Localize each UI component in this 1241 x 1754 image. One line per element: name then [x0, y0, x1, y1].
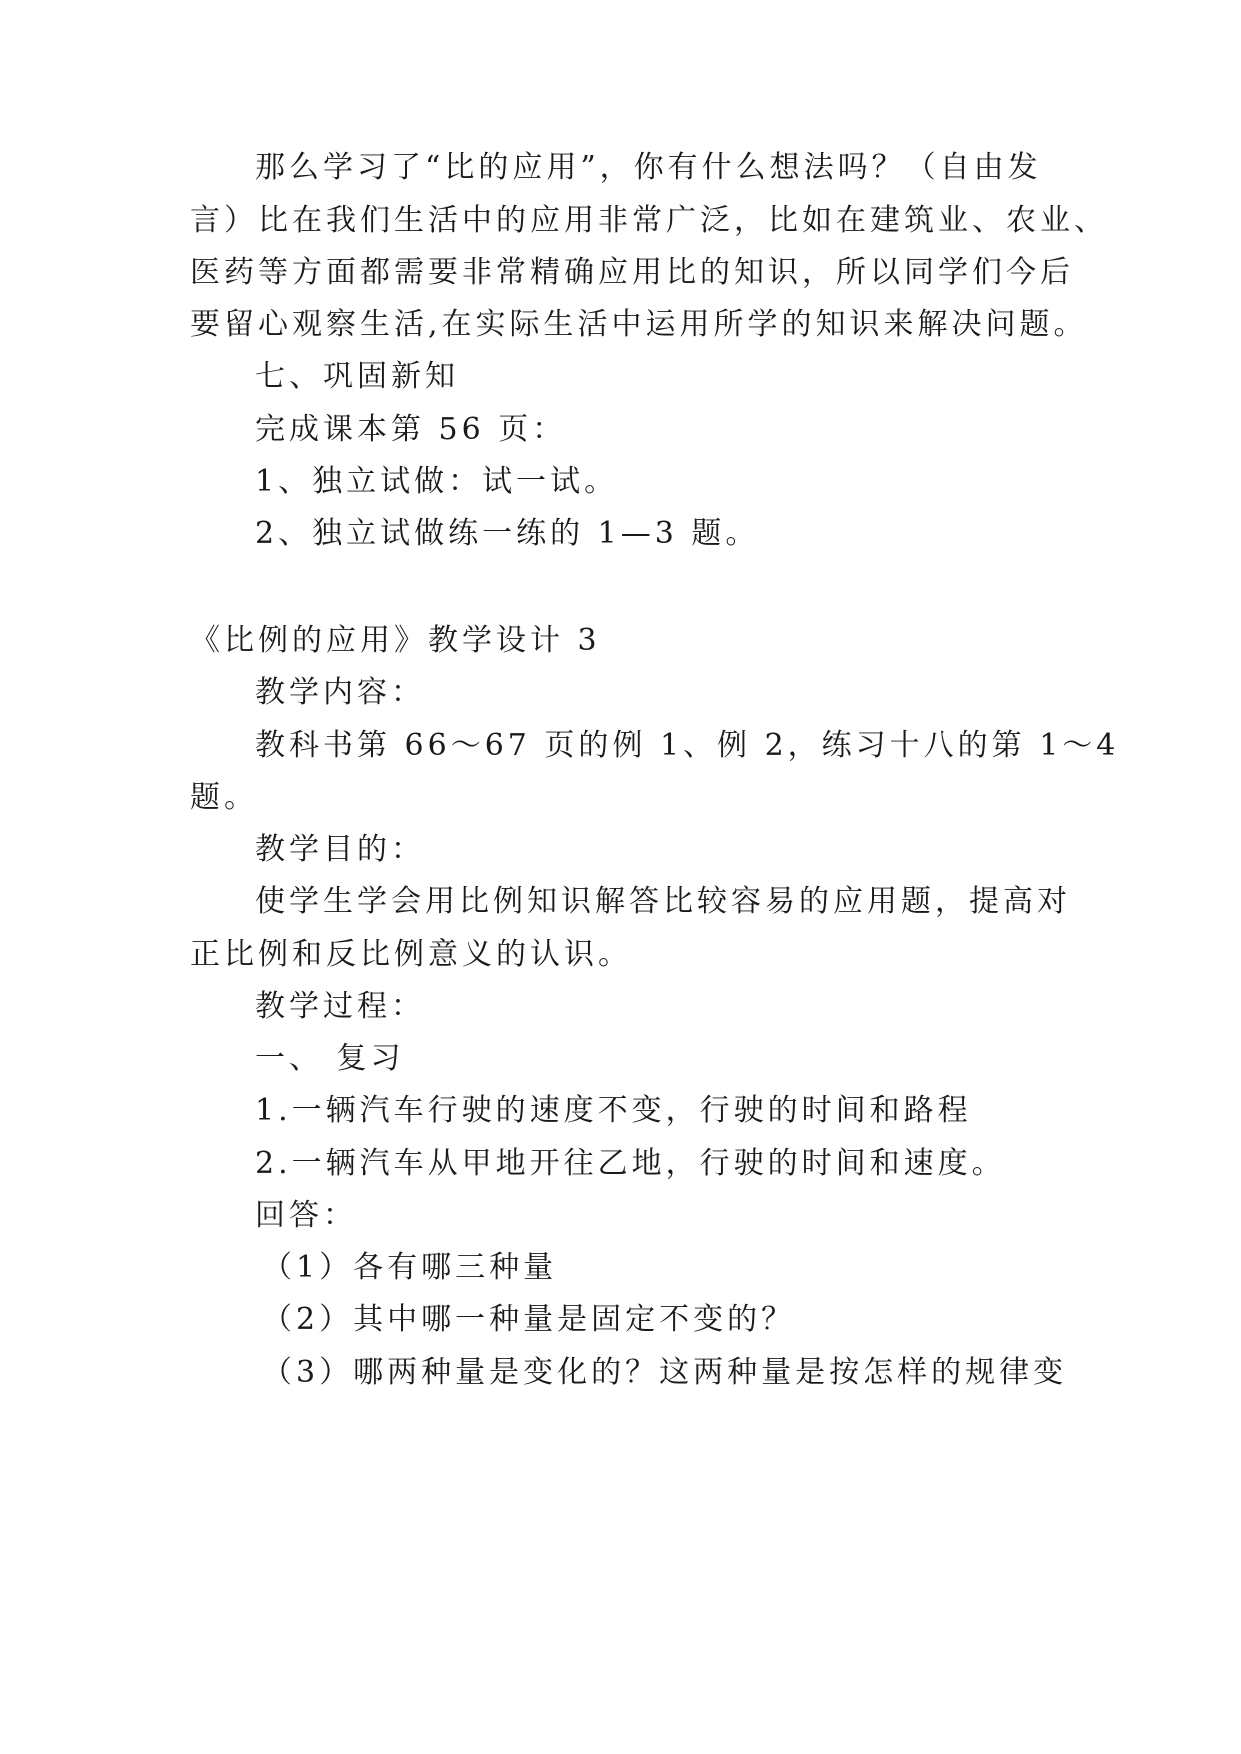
question-item: （3）哪两种量是变化的？这两种量是按怎样的规律变: [262, 1355, 1068, 1390]
paragraph-line: 完成课本第 56 页：: [255, 412, 567, 447]
list-item: 2、独立试做练一练的 1—3 题。: [255, 516, 760, 551]
section-heading: 一、 复习: [255, 1041, 405, 1076]
paragraph-line: 使学生学会用比例知识解答比较容易的应用题，提高对: [255, 884, 1071, 919]
document-title: 《比例的应用》教学设计 3: [190, 623, 601, 658]
paragraph-line: 教科书第 66～67 页的例 1、例 2，练习十八的第 1～4: [255, 728, 1120, 763]
paragraph-line: 正比例和反比例意义的认识。: [190, 937, 632, 972]
paragraph-line: 医药等方面都需要非常精确应用比的知识，所以同学们今后: [190, 255, 1074, 290]
list-item: 2.一辆汽车从甲地开往乙地，行驶的时间和速度。: [255, 1146, 1006, 1181]
paragraph-line: 题。: [190, 780, 258, 815]
paragraph-line: 那么学习了“比的应用”，你有什么想法吗？（自由发: [255, 150, 1042, 185]
question-item: （2）其中哪一种量是固定不变的？: [262, 1302, 796, 1337]
paragraph-line: 要留心观察生活,在实际生活中运用所学的知识来解决问题。: [190, 307, 1088, 342]
list-item: 1.一辆汽车行驶的速度不变，行驶的时间和路程: [255, 1093, 972, 1128]
paragraph-line: 言）比在我们生活中的应用非常广泛，比如在建筑业、农业、: [190, 203, 1108, 238]
section-label: 教学过程：: [255, 989, 425, 1024]
question-item: （1）各有哪三种量: [262, 1250, 558, 1285]
section-label: 教学内容：: [255, 675, 425, 710]
section-label: 教学目的：: [255, 832, 425, 867]
section-heading: 七、巩固新知: [255, 359, 459, 394]
list-item: 1、独立试做：试一试。: [255, 464, 619, 499]
section-label: 回答：: [255, 1198, 357, 1233]
